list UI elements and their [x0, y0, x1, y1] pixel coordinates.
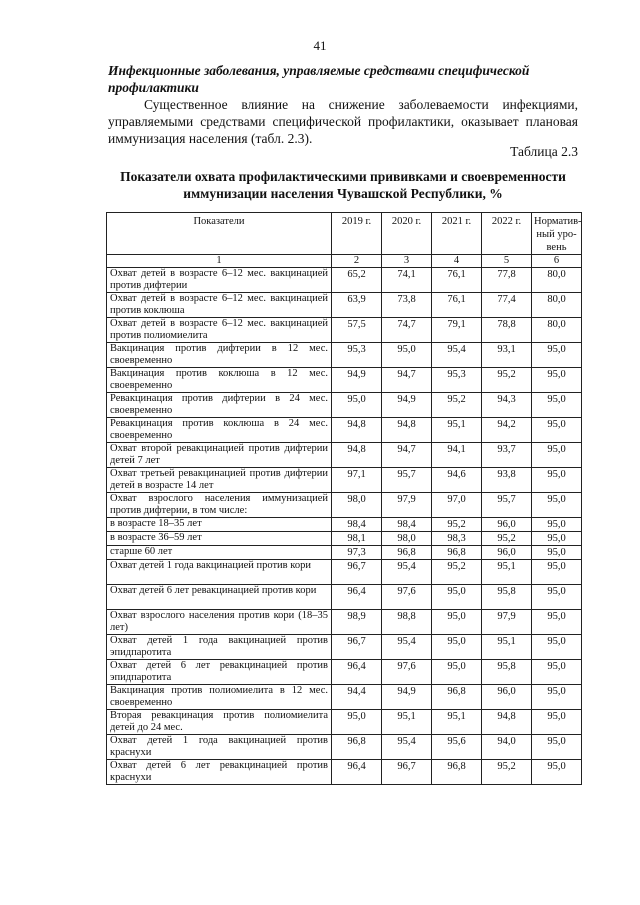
row-indicator-name: старше 60 лет [107, 546, 332, 560]
row-value-cell: 94,0 [482, 735, 532, 760]
row-indicator-name: Вакцинация против дифтерии в 12 мес. своевременно [107, 343, 332, 368]
row-indicator-name: Охват взрослого населения против кори (18–35 лет) [107, 610, 332, 635]
row-value-cell: 95,0 [432, 635, 482, 660]
row-value-cell: 95,0 [532, 518, 582, 532]
row-value-cell: 94,7 [382, 443, 432, 468]
row-indicator-name: Охват детей в возрасте 6–12 мес. вакцинацией против полиомиелита [107, 318, 332, 343]
row-value-cell: 95,4 [382, 560, 432, 585]
row-indicator-name: Охват детей 6 лет ревакцинацией против кори [107, 585, 332, 610]
row-indicator-name: Охват детей 1 года вакцинацией против краснухи [107, 735, 332, 760]
row-indicator-name: Ревакцинация против коклюша в 24 мес. своевременно [107, 418, 332, 443]
row-value-cell: 95,0 [532, 760, 582, 785]
row-value-cell: 94,6 [432, 468, 482, 493]
row-indicator-name: в возрасте 18–35 лет [107, 518, 332, 532]
row-value-cell: 95,3 [432, 368, 482, 393]
index-cell: 2 [332, 255, 382, 268]
table-row [107, 343, 582, 368]
row-value-cell: 96,4 [332, 585, 382, 610]
row-value-cell: 95,3 [332, 343, 382, 368]
row-value-cell: 95,2 [432, 518, 482, 532]
row-indicator-name: Охват детей в возрасте 6–12 мес. вакцинацией против коклюша [107, 293, 332, 318]
header-2019: 2019 г. [332, 213, 382, 255]
table-row [107, 735, 582, 760]
row-value-cell: 96,7 [332, 560, 382, 585]
row-value-cell: 95,1 [432, 710, 482, 735]
row-value-cell: 98,8 [382, 610, 432, 635]
row-value-cell: 78,8 [482, 318, 532, 343]
row-value-cell: 95,0 [532, 343, 582, 368]
row-value-cell: 94,1 [432, 443, 482, 468]
index-cell: 1 [107, 255, 332, 268]
row-value-cell: 96,7 [382, 760, 432, 785]
row-value-cell: 95,0 [532, 685, 582, 710]
table-row [107, 493, 582, 518]
row-value-cell: 74,7 [382, 318, 432, 343]
header-2020: 2020 г. [382, 213, 432, 255]
table-row [107, 660, 582, 685]
row-indicator-name: Вакцинация против полиомиелита в 12 мес. своевременно [107, 685, 332, 710]
table-row [107, 318, 582, 343]
table-row [107, 268, 582, 293]
row-value-cell: 93,7 [482, 443, 532, 468]
row-value-cell: 95,0 [532, 468, 582, 493]
row-value-cell: 95,0 [532, 418, 582, 443]
index-cell: 5 [482, 255, 532, 268]
row-value-cell: 95,0 [432, 585, 482, 610]
row-value-cell: 95,0 [432, 660, 482, 685]
row-value-cell: 94,8 [382, 418, 432, 443]
header-2022: 2022 г. [482, 213, 532, 255]
table-index-row [107, 255, 582, 268]
row-value-cell: 95,0 [532, 635, 582, 660]
row-value-cell: 97,9 [482, 610, 532, 635]
row-value-cell: 96,8 [332, 735, 382, 760]
row-value-cell: 79,1 [432, 318, 482, 343]
row-value-cell: 94,4 [332, 685, 382, 710]
row-value-cell: 96,7 [332, 635, 382, 660]
row-value-cell: 95,0 [532, 610, 582, 635]
row-value-cell: 96,0 [482, 685, 532, 710]
row-value-cell: 77,4 [482, 293, 532, 318]
row-value-cell: 95,0 [532, 393, 582, 418]
table-row [107, 635, 582, 660]
row-value-cell: 94,8 [332, 443, 382, 468]
row-indicator-name: Охват детей 1 года вакцинацией против кори [107, 560, 332, 585]
row-value-cell: 97,6 [382, 660, 432, 685]
row-value-cell: 98,9 [332, 610, 382, 635]
row-value-cell: 94,8 [482, 710, 532, 735]
row-value-cell: 95,0 [532, 443, 582, 468]
table-row [107, 585, 582, 610]
table-row [107, 760, 582, 785]
row-value-cell: 98,0 [382, 532, 432, 546]
table-row [107, 532, 582, 546]
row-value-cell: 95,8 [482, 585, 532, 610]
index-cell: 3 [382, 255, 432, 268]
row-indicator-name: Охват детей 6 лет ревакцинацией против краснухи [107, 760, 332, 785]
table-row [107, 468, 582, 493]
row-value-cell: 95,2 [432, 560, 482, 585]
row-value-cell: 94,8 [332, 418, 382, 443]
row-value-cell: 95,2 [482, 368, 532, 393]
row-value-cell: 93,1 [482, 343, 532, 368]
row-value-cell: 95,0 [532, 560, 582, 585]
row-value-cell: 93,8 [482, 468, 532, 493]
row-value-cell: 95,0 [532, 493, 582, 518]
row-value-cell: 95,1 [482, 635, 532, 660]
table-caption: Таблица 2.3 [510, 144, 578, 159]
row-value-cell: 98,4 [332, 518, 382, 532]
row-value-cell: 95,0 [532, 532, 582, 546]
immunization-table [106, 212, 582, 785]
row-value-cell: 96,8 [432, 760, 482, 785]
row-value-cell: 95,0 [532, 660, 582, 685]
row-value-cell: 96,8 [432, 685, 482, 710]
row-indicator-name: Охват взрослого населения иммунизацией против дифтерии, в том числе: [107, 493, 332, 518]
row-value-cell: 98,4 [382, 518, 432, 532]
row-value-cell: 96,4 [332, 760, 382, 785]
table-row [107, 560, 582, 585]
row-value-cell: 63,9 [332, 293, 382, 318]
row-value-cell: 95,0 [532, 368, 582, 393]
table-row [107, 418, 582, 443]
table-row [107, 518, 582, 532]
row-value-cell: 57,5 [332, 318, 382, 343]
table-row [107, 393, 582, 418]
table-row [107, 710, 582, 735]
row-value-cell: 95,0 [532, 710, 582, 735]
row-value-cell: 95,0 [332, 393, 382, 418]
row-indicator-name: Вторая ревакцинация против полиомиелита детей до 24 мес. [107, 710, 332, 735]
row-value-cell: 95,4 [432, 343, 482, 368]
row-indicator-name: Охват детей 1 года вакцинацией против эпидпаротита [107, 635, 332, 660]
row-value-cell: 97,9 [382, 493, 432, 518]
table-row [107, 546, 582, 560]
row-value-cell: 95,4 [382, 735, 432, 760]
row-indicator-name: Охват детей 6 лет ревакцинацией против эпидпаротита [107, 660, 332, 685]
row-value-cell: 95,0 [332, 710, 382, 735]
row-value-cell: 95,1 [382, 710, 432, 735]
row-indicator-name: Вакцинация против коклюша в 12 мес. своевременно [107, 368, 332, 393]
body-paragraph: Существенное влияние на снижение заболеваемости инфекциями, управляемыми средствами специфической профилактики, оказывает плановая иммунизация населения (табл. 2.3). [108, 97, 578, 146]
table-body [107, 268, 582, 785]
row-value-cell: 73,8 [382, 293, 432, 318]
row-value-cell: 96,8 [432, 546, 482, 560]
row-value-cell: 95,0 [382, 343, 432, 368]
row-value-cell: 95,2 [482, 760, 532, 785]
row-value-cell: 95,4 [382, 635, 432, 660]
row-value-cell: 95,2 [482, 532, 532, 546]
row-value-cell: 74,1 [382, 268, 432, 293]
row-value-cell: 97,1 [332, 468, 382, 493]
row-value-cell: 77,8 [482, 268, 532, 293]
index-cell: 4 [432, 255, 482, 268]
row-value-cell: 76,1 [432, 293, 482, 318]
row-value-cell: 95,6 [432, 735, 482, 760]
row-value-cell: 95,8 [482, 660, 532, 685]
row-value-cell: 76,1 [432, 268, 482, 293]
table-row [107, 685, 582, 710]
row-value-cell: 97,6 [382, 585, 432, 610]
row-value-cell: 94,9 [332, 368, 382, 393]
row-value-cell: 95,1 [432, 418, 482, 443]
table-row [107, 293, 582, 318]
table-header-row [107, 213, 582, 255]
table-row [107, 443, 582, 468]
row-value-cell: 95,2 [432, 393, 482, 418]
row-value-cell: 80,0 [532, 293, 582, 318]
row-value-cell: 80,0 [532, 268, 582, 293]
row-value-cell: 98,3 [432, 532, 482, 546]
row-value-cell: 95,1 [482, 560, 532, 585]
row-value-cell: 97,0 [432, 493, 482, 518]
row-value-cell: 96,0 [482, 518, 532, 532]
row-value-cell: 65,2 [332, 268, 382, 293]
row-value-cell: 95,0 [532, 735, 582, 760]
header-norm: Норматив-ный уро-вень [532, 213, 582, 255]
row-value-cell: 94,2 [482, 418, 532, 443]
row-value-cell: 96,8 [382, 546, 432, 560]
row-indicator-name: Охват детей в возрасте 6–12 мес. вакцинацией против дифтерии [107, 268, 332, 293]
row-value-cell: 96,0 [482, 546, 532, 560]
row-value-cell: 95,7 [482, 493, 532, 518]
page-number: 41 [313, 38, 327, 53]
header-2021: 2021 г. [432, 213, 482, 255]
row-value-cell: 94,3 [482, 393, 532, 418]
table-title: Показатели охвата профилактическими прививками и своевременности иммунизации населения Чувашской Республики, % [120, 169, 566, 201]
row-indicator-name: Охват второй ревакцинацией против дифтерии детей 7 лет [107, 443, 332, 468]
row-indicator-name: Ревакцинация против дифтерии в 24 мес. своевременно [107, 393, 332, 418]
row-value-cell: 94,7 [382, 368, 432, 393]
row-value-cell: 95,7 [382, 468, 432, 493]
row-value-cell: 98,1 [332, 532, 382, 546]
row-value-cell: 95,0 [532, 546, 582, 560]
row-value-cell: 95,0 [532, 585, 582, 610]
row-indicator-name: Охват третьей ревакцинацией против дифтерии детей в возрасте 14 лет [107, 468, 332, 493]
table-row [107, 368, 582, 393]
row-value-cell: 98,0 [332, 493, 382, 518]
index-cell: 6 [532, 255, 582, 268]
table-row [107, 610, 582, 635]
row-value-cell: 94,9 [382, 685, 432, 710]
row-value-cell: 80,0 [532, 318, 582, 343]
row-indicator-name: в возрасте 36–59 лет [107, 532, 332, 546]
section-heading: Инфекционные заболевания, управляемые средствами специфической профилактики [108, 63, 530, 95]
header-indicators: Показатели [107, 213, 332, 255]
row-value-cell: 94,9 [382, 393, 432, 418]
row-value-cell: 95,0 [432, 610, 482, 635]
row-value-cell: 96,4 [332, 660, 382, 685]
row-value-cell: 97,3 [332, 546, 382, 560]
